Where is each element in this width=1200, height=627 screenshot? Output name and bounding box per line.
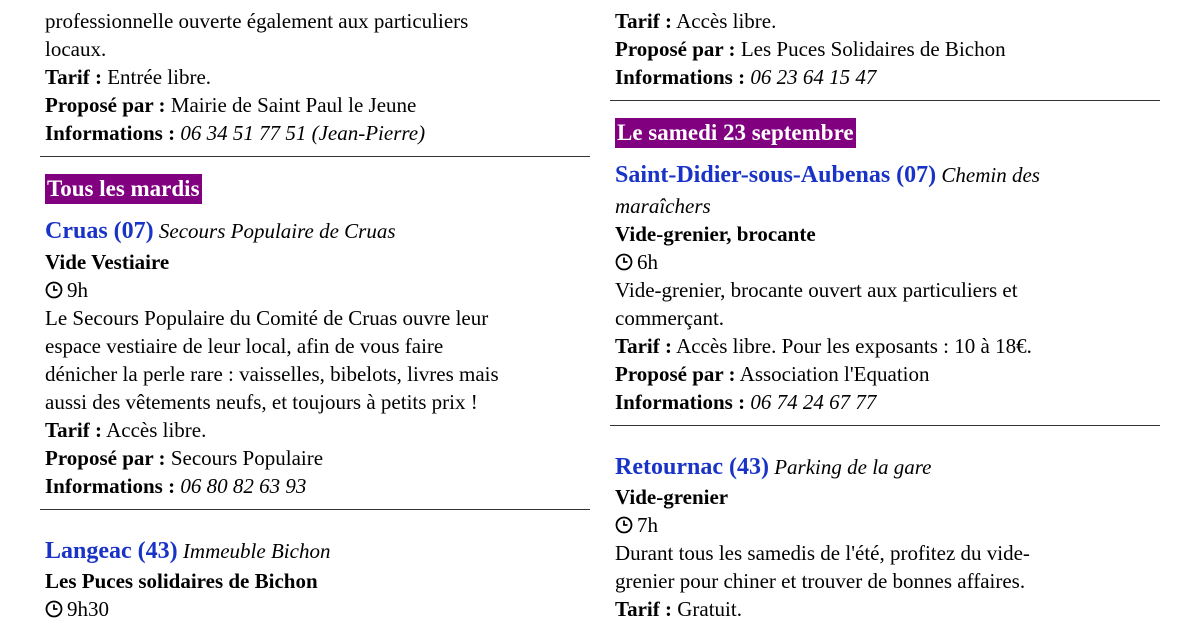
divider bbox=[610, 425, 1160, 426]
organizer-value: Secours Populaire bbox=[170, 446, 324, 470]
event-desc-line: espace vestiaire de leur local, afin de vous faire bbox=[45, 334, 444, 358]
event-desc-line: grenier pour chiner et trouver de bonnes affaires. bbox=[615, 569, 1026, 593]
tarif-label: Tarif : bbox=[615, 9, 672, 33]
organizer-row bbox=[45, 444, 323, 472]
organizer-row bbox=[615, 360, 930, 388]
event-heading bbox=[615, 453, 932, 481]
event-title: Vide-grenier, brocante bbox=[615, 222, 816, 246]
event-time-value: 6h bbox=[637, 250, 658, 274]
clock-icon bbox=[615, 253, 633, 271]
divider bbox=[40, 509, 590, 510]
event-title: Vide-grenier bbox=[615, 485, 729, 509]
event-city-link[interactable]: Langeac (43) bbox=[45, 538, 178, 564]
day-header-label: Tous les mardis bbox=[45, 174, 202, 204]
event-place: Immeuble Bichon bbox=[182, 539, 331, 563]
info-row bbox=[45, 119, 425, 147]
info-value: 06 34 51 77 51 (Jean-Pierre) bbox=[180, 121, 426, 145]
event-time-value: 9h30 bbox=[67, 597, 109, 621]
tarif-label: Tarif : bbox=[45, 65, 102, 89]
event-desc-line: Vide-grenier, brocante ouvert aux particuliers et bbox=[615, 278, 1018, 302]
organizer-label: Proposé par : bbox=[45, 446, 166, 470]
info-value: 06 23 64 15 47 bbox=[750, 65, 877, 89]
desc-line: professionnelle ouverte également aux particuliers bbox=[45, 9, 469, 33]
event-desc-line: commerçant. bbox=[615, 306, 725, 330]
info-row bbox=[45, 472, 306, 500]
clock-icon bbox=[45, 600, 63, 618]
info-row bbox=[615, 63, 876, 91]
event-time bbox=[615, 511, 658, 539]
event-city-link[interactable]: Saint-Didier-sous-Aubenas (07) bbox=[615, 162, 937, 188]
event-heading bbox=[45, 217, 396, 245]
event-city-link[interactable]: Cruas (07) bbox=[45, 218, 154, 244]
tarif-label: Tarif : bbox=[615, 597, 672, 621]
tarif-value: Gratuit. bbox=[677, 597, 742, 621]
clock-icon bbox=[615, 516, 633, 534]
tarif-row bbox=[45, 416, 206, 444]
tarif-value: Accès libre. bbox=[106, 418, 207, 442]
event-desc-line: Le Secours Populaire du Comité de Cruas ouvre leur bbox=[45, 306, 489, 330]
event-place: Chemin des bbox=[941, 163, 1040, 187]
tarif-value: Accès libre. bbox=[676, 9, 777, 33]
event-heading bbox=[615, 161, 1040, 189]
event-city-link[interactable]: Retournac (43) bbox=[615, 454, 769, 480]
organizer-row bbox=[45, 91, 416, 119]
event-place: Secours Populaire de Cruas bbox=[158, 219, 396, 243]
event-time bbox=[615, 248, 658, 276]
event-time bbox=[45, 595, 109, 623]
organizer-label: Proposé par : bbox=[615, 37, 736, 61]
event-desc-line: dénicher la perle rare : vaisselles, bibelots, livres mais bbox=[45, 362, 499, 386]
event-title: Les Puces solidaires de Bichon bbox=[45, 569, 318, 593]
tarif-value: Entrée libre. bbox=[107, 65, 212, 89]
event-title: Vide Vestiaire bbox=[45, 250, 170, 274]
info-row bbox=[615, 388, 876, 416]
tarif-row bbox=[45, 63, 211, 91]
organizer-value: Les Puces Solidaires de Bichon bbox=[740, 37, 1006, 61]
organizer-label: Proposé par : bbox=[45, 93, 166, 117]
day-header bbox=[615, 118, 856, 148]
info-value: 06 80 82 63 93 bbox=[180, 474, 307, 498]
event-desc-line: Durant tous les samedis de l'été, profitez du vide- bbox=[615, 541, 1030, 565]
info-label: Informations : bbox=[615, 390, 746, 414]
day-header-label: Le samedi 23 septembre bbox=[615, 118, 856, 148]
info-value: 06 74 24 67 77 bbox=[750, 390, 877, 414]
tarif-row bbox=[615, 7, 776, 35]
event-time-value: 7h bbox=[637, 513, 658, 537]
tarif-label: Tarif : bbox=[45, 418, 102, 442]
event-time bbox=[45, 276, 88, 304]
tarif-row bbox=[615, 332, 1032, 360]
event-place-cont: maraîchers bbox=[615, 194, 711, 218]
organizer-value: Mairie de Saint Paul le Jeune bbox=[170, 93, 417, 117]
event-time-value: 9h bbox=[67, 278, 88, 302]
event-desc-line: aussi des vêtements neufs, et toujours à petits prix ! bbox=[45, 390, 478, 414]
organizer-value: Association l'Equation bbox=[739, 362, 930, 386]
day-header bbox=[45, 174, 202, 204]
info-label: Informations : bbox=[45, 474, 176, 498]
divider bbox=[40, 156, 590, 157]
organizer-row bbox=[615, 35, 1006, 63]
clock-icon bbox=[45, 281, 63, 299]
info-label: Informations : bbox=[615, 65, 746, 89]
event-place: Parking de la gare bbox=[774, 455, 932, 479]
event-heading bbox=[45, 537, 330, 565]
info-label: Informations : bbox=[45, 121, 176, 145]
tarif-value: Accès libre. Pour les exposants : 10 à 18€. bbox=[676, 334, 1032, 358]
tarif-row bbox=[615, 595, 742, 623]
desc-line: locaux. bbox=[45, 37, 107, 61]
divider bbox=[610, 100, 1160, 101]
tarif-label: Tarif : bbox=[615, 334, 672, 358]
organizer-label: Proposé par : bbox=[615, 362, 736, 386]
